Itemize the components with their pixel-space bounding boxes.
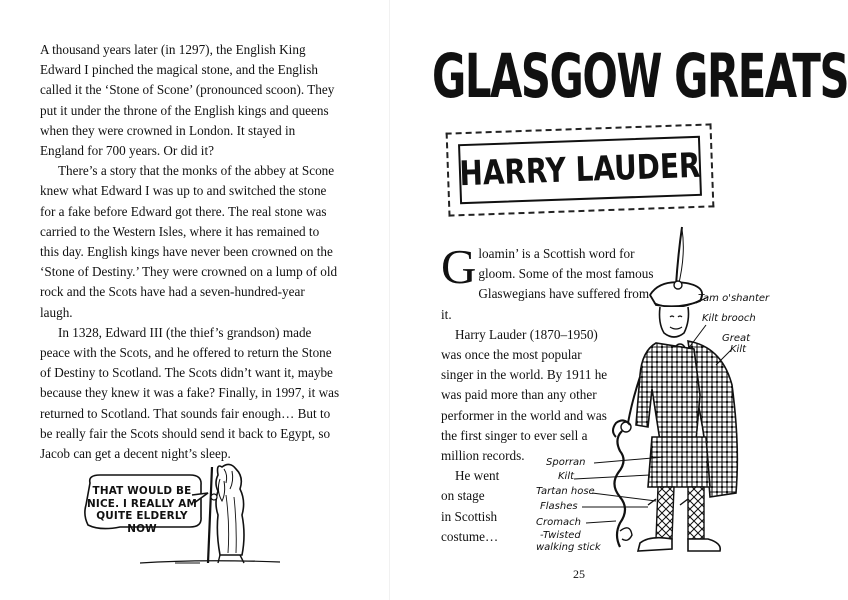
left-paragraph-3: In 1328, Edward III (the thief’s grandson) made peace with the Scots, and he offered to return the Stone of Destiny to Scotland. The Scots didn’t want it, maybe because they knew it was a fake? Finally, in 1997, it was returned to Scotland. That sounds fair enough… But to be really fair the Scots should send it back to Egypt, so Jacob can get a decent night’s sleep. [40, 324, 340, 462]
para2-line-5: performer in the world and was [441, 407, 607, 423]
label-great: Great [722, 333, 751, 344]
drop-cap: G [441, 239, 477, 294]
page-number: 25 [573, 567, 585, 581]
name-plaque [446, 123, 715, 216]
left-page-body [40, 40, 340, 464]
para3-line-2: on stage [441, 488, 485, 504]
label-sporran: Sporran [546, 457, 586, 468]
label-kilt-brooch: Kilt brooch [702, 313, 756, 324]
section-title [432, 36, 848, 112]
label-tam-o-shanter: Tam o'shanter [698, 293, 770, 304]
para3-line-4: costume… [441, 528, 499, 544]
section-title-text: GLASGOW GREATS [432, 40, 848, 112]
label-kilt-upper: Kilt [730, 344, 747, 355]
name-plaque-text: HARRY LAUDER [458, 145, 702, 195]
para2-line-6: the first singer to ever sell a [441, 427, 588, 443]
speech-line-1: THAT WOULD BE [92, 485, 192, 497]
page-gutter [389, 0, 390, 600]
label-kilt: Kilt [558, 471, 575, 482]
left-paragraph-2: There’s a story that the monks of the abbey at Scone knew what Edward I was up to and switched the stone for a fake before Edward got there. The real stone was carried to the Western Isles, where it has remained to this day. English kings have never been crowned on the ‘Stone of Destiny.’ They were crowned on a lump of old rock and the Scots have had a seven-hundred-year laugh. [40, 163, 338, 320]
para3-line-1: He went [455, 468, 500, 484]
label-flashes: Flashes [540, 501, 578, 512]
para2-line-3: singer in the world. By 1911 he [441, 367, 608, 383]
label-walking-stick: walking stick [536, 542, 601, 553]
label-twisted: -Twisted [540, 530, 581, 541]
monk-cartoon [80, 455, 300, 575]
para2-line-4: was paid more than any other [441, 387, 597, 403]
para2-line-2: was once the most popular [441, 347, 582, 363]
harry-lauder-illustration [510, 225, 770, 570]
label-cromach: Cromach [536, 517, 581, 528]
speech-line-2: NICE. I REALLY AM [86, 497, 198, 510]
speech-line-3: QUITE ELDERLY NOW [96, 510, 188, 535]
right-paragraph-1-text: loamin’ is a Scottish word for gloom. Some of the most famous Glaswegians have suffered from it. [441, 246, 654, 322]
speech-bubble-text [86, 485, 198, 535]
name-plaque-inner [458, 136, 702, 204]
para2-line-7: million records. [441, 448, 525, 464]
label-tartan-hose: Tartan hose [536, 486, 595, 497]
para2-line-1: Harry Lauder (1870–1950) [455, 326, 598, 342]
left-paragraph-1: A thousand years later (in 1297), the English King Edward I pinched the magical stone, and the English called it the ‘Stone of Scone’ (pronounced scoon). They put it under the throne of the English kings and queens when they were crowned in London. It stayed in England for 700 years. Or did it? [40, 42, 335, 159]
para3-line-3: in Scottish [441, 508, 498, 524]
right-paragraph-3 [441, 466, 511, 547]
